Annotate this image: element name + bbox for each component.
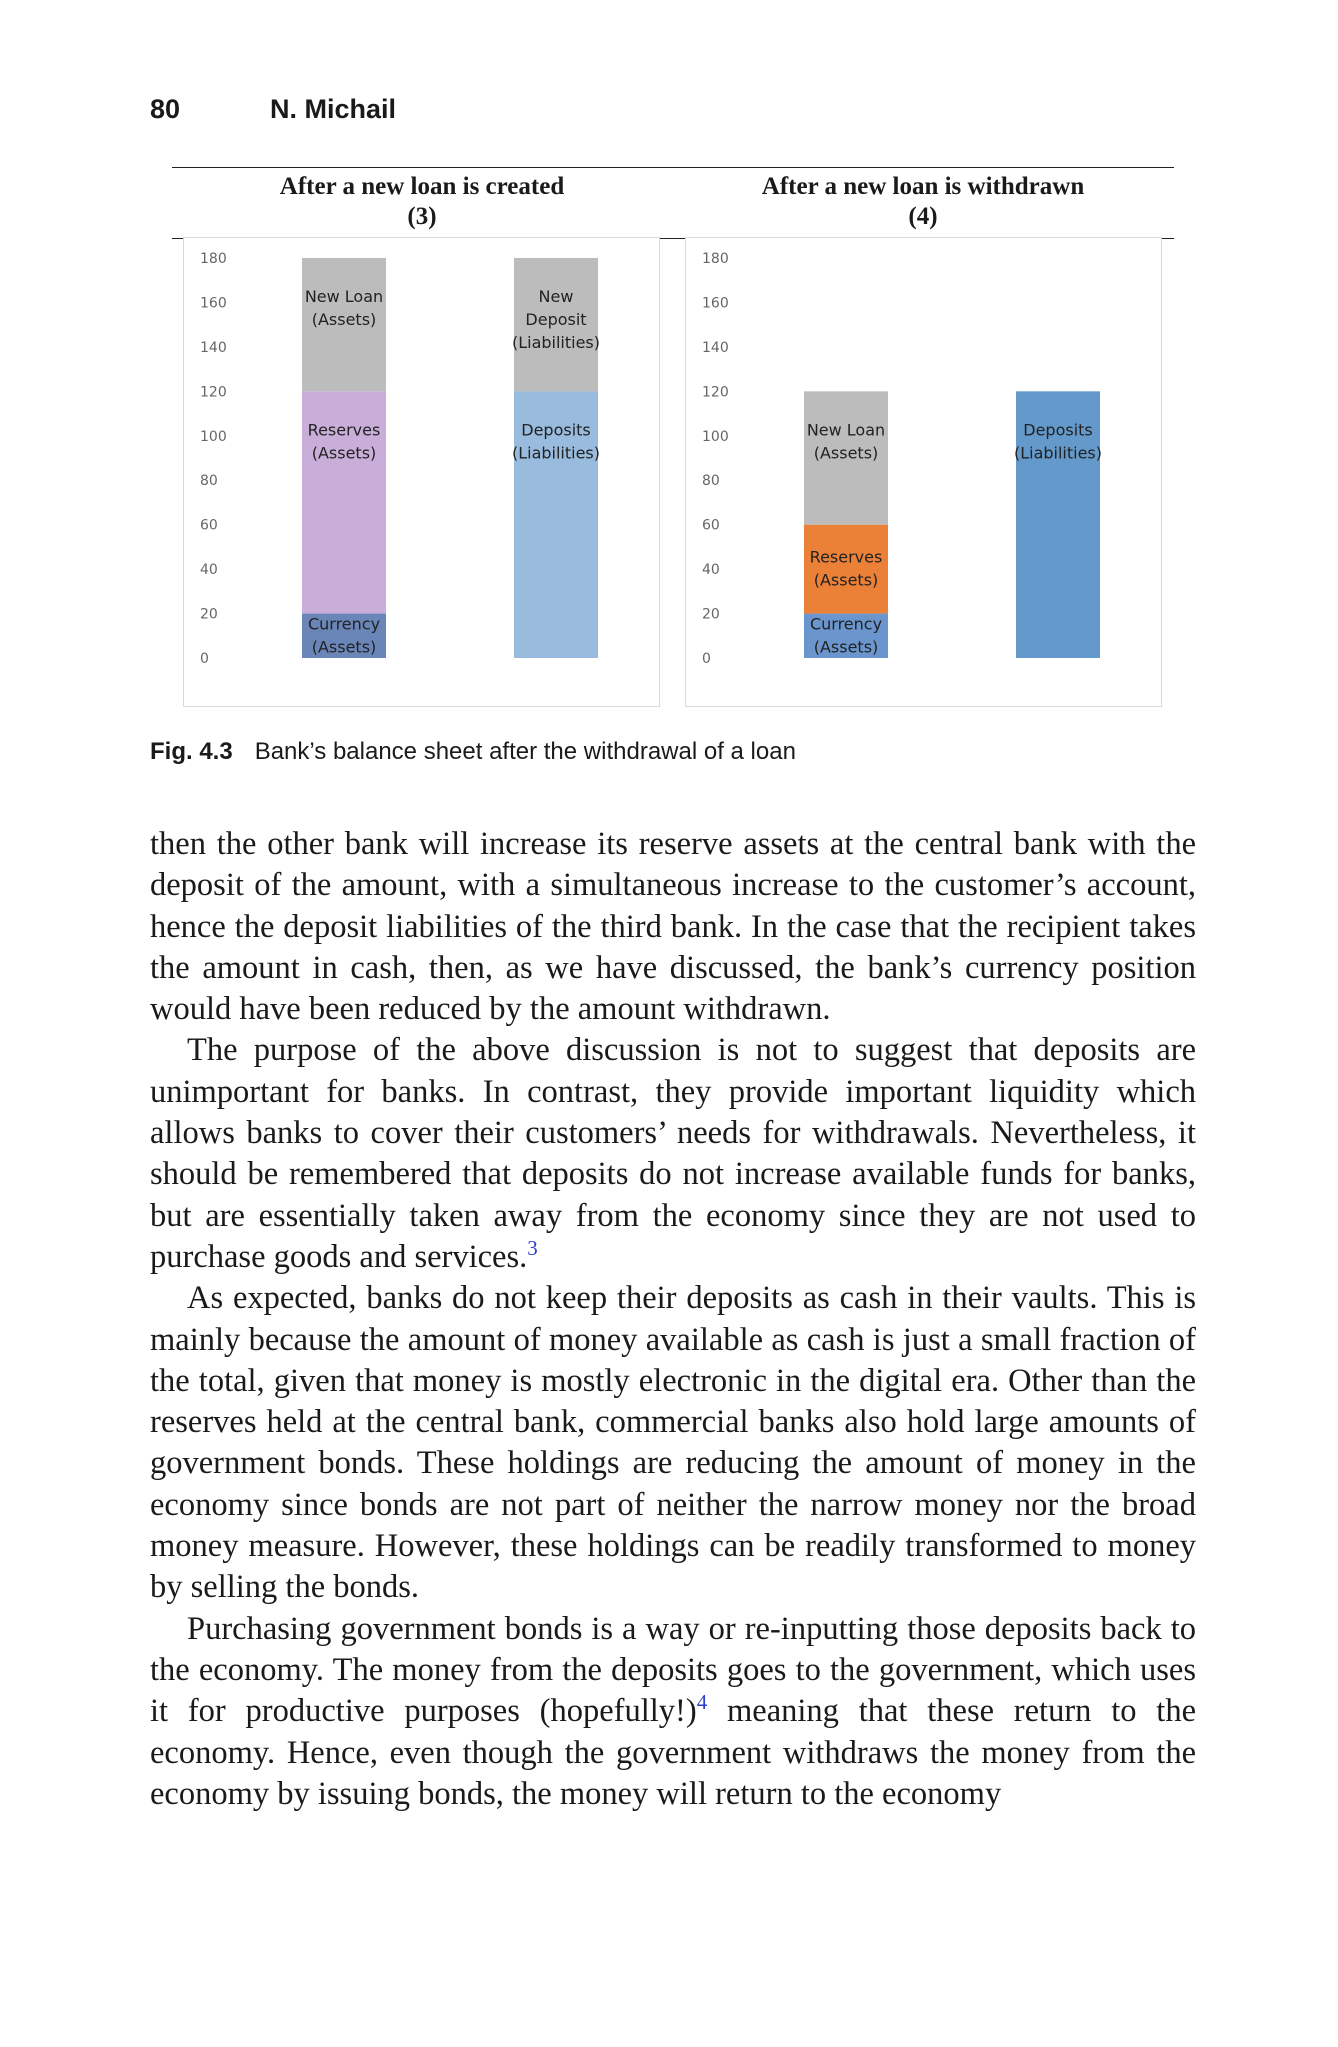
y-tick-label: 60 <box>702 517 720 534</box>
bar-data-label: Deposit <box>525 310 587 329</box>
y-tick-label: 180 <box>200 251 227 267</box>
bar-data-label: Currency <box>809 614 883 634</box>
y-tick-label: 180 <box>702 251 729 267</box>
figure-caption <box>150 738 796 766</box>
figure-caption-text: Bank’s balance sheet after the withdrawal of a loan <box>254 738 796 765</box>
panel-4-number: (4) <box>908 203 938 230</box>
footnote-ref-4[interactable]: 4 <box>696 1690 708 1715</box>
bar-data-label: (Assets) <box>813 443 879 463</box>
y-tick-label: 80 <box>200 473 218 490</box>
stacked-bar-chart-4 <box>686 238 1161 706</box>
y-tick-label: 140 <box>702 339 729 356</box>
y-tick-label: 20 <box>200 606 218 623</box>
bar-data-label: (Assets) <box>813 570 879 590</box>
page-header <box>150 94 397 125</box>
bar-data-label: New <box>538 287 574 306</box>
y-tick-label: 100 <box>702 428 729 445</box>
paragraph-1: then the other bank will increase its reserve assets at the central bank with the deposit of the amount, with a simultaneous increase to the customer’s account, hence the deposit liabilities of the third bank. In the case that the recipient takes the amount in cash, then, as we have discussed, the bank’s currency position would have been reduced by the amount withdrawn. <box>150 826 1196 1028</box>
y-tick-label: 140 <box>200 339 227 356</box>
panel-4-heading <box>672 172 1174 232</box>
chart-panel-4 <box>685 237 1162 707</box>
bar-data-label: Deposits <box>521 420 591 440</box>
paragraph-2 <box>150 1030 1196 1278</box>
paragraph-4-text-b: meaning that these return to the economy. Hence, even though the government withdraws the money from the economy by issuing bonds, the money will return to the economy <box>150 1693 1196 1812</box>
bar-segment <box>804 525 888 614</box>
y-tick-label: 40 <box>200 562 218 579</box>
y-tick-label: 40 <box>702 562 720 579</box>
bar-data-label: (Assets) <box>311 310 377 329</box>
page-number: 80 <box>150 94 181 124</box>
bar-data-label: (Assets) <box>311 443 377 463</box>
panel-3-heading <box>172 172 672 232</box>
figure-heading-table <box>172 167 1174 239</box>
bar-data-label: Reserves <box>809 547 883 567</box>
y-tick-label: 160 <box>702 295 729 312</box>
paragraph-4-text-a: Purchasing government bonds is a way or re-inputting those deposits back to the economy. The money from the deposits goes to the government, which uses it for productive purposes (hopefully!) <box>150 1610 1196 1730</box>
running-head-author: N. Michail <box>270 94 397 124</box>
paragraph-2-text: The purpose of the above discussion is not to suggest that deposits are unimportant for banks. In contrast, they provide important liquidity which allows banks to cover their customers’ needs for withdrawals. Nevertheless, it should be remembered that deposits do not increase available funds for banks, but are essentially taken away from the economy since they are not used to purchase goods and services. <box>150 1032 1196 1275</box>
y-tick-label: 100 <box>200 428 227 445</box>
paragraph-3: As expected, banks do not keep their deposits as cash in their vaults. This is mainly because the amount of money available as cash is just a small fraction of the total, given that money is mostly electronic in the digital era. Other than the reserves held at the central bank, commercial banks also hold large amounts of government bonds. These holdings are reducing the amount of money in the economy since bonds are not part of neither the narrow money nor the broad money measure. However, these holdings can be readily transformed to money by selling the bonds. <box>150 1280 1196 1606</box>
bar-data-label: New Loan <box>806 420 886 440</box>
stacked-bar-chart-3 <box>184 238 659 706</box>
y-tick-label: 0 <box>200 651 209 667</box>
y-tick-label: 20 <box>702 606 720 623</box>
bar-data-label: Deposits <box>1023 420 1093 440</box>
y-tick-label: 80 <box>702 473 720 490</box>
bar-data-label: (Liabilities) <box>511 443 601 463</box>
bar-data-label: New Loan <box>304 287 384 306</box>
footnote-ref-3[interactable]: 3 <box>527 1236 538 1261</box>
body-text <box>150 824 1196 1815</box>
panel-3-number: (3) <box>407 203 437 230</box>
bar-data-label: (Assets) <box>311 637 377 657</box>
bar-data-label: (Assets) <box>813 637 879 657</box>
panel-3-title: After a new loan is created <box>279 173 565 200</box>
y-tick-label: 120 <box>702 384 729 401</box>
bar-data-label: Reserves <box>307 420 381 440</box>
bar-data-label: (Liabilities) <box>1013 443 1103 463</box>
y-tick-label: 120 <box>200 384 227 401</box>
bar-data-label: (Liabilities) <box>511 333 601 352</box>
y-tick-label: 0 <box>702 651 711 667</box>
panel-4-title: After a new loan is withdrawn <box>761 173 1085 200</box>
figure-label: Fig. 4.3 <box>150 738 233 765</box>
paragraph-4 <box>150 1609 1196 1815</box>
chart-panel-3 <box>183 237 660 707</box>
y-tick-label: 60 <box>200 517 218 534</box>
y-tick-label: 160 <box>200 295 227 312</box>
bar-data-label: Currency <box>307 614 381 634</box>
